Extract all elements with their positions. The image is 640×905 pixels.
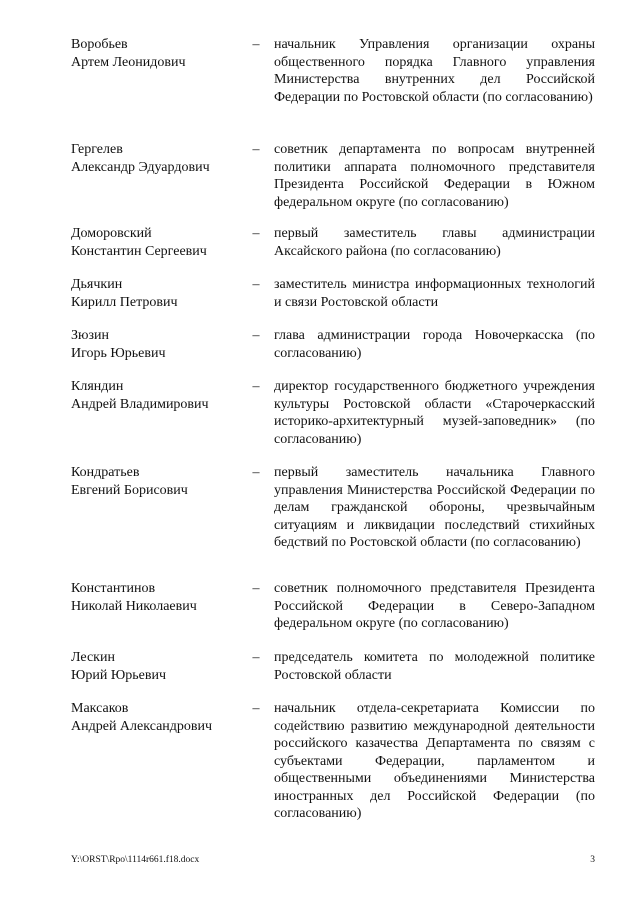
member-given-names: Кирилл Петрович: [71, 294, 178, 310]
member-position: первый заместитель начальника Главного управления Министерства Российской Федерации по делам гражданской обороны, чрезвычайным ситуациям и ликвидации последствий стихийных бедствий по Ростовской области (по согласованию): [274, 465, 595, 550]
member-given-names: Юрий Юрьевич: [71, 667, 167, 683]
member-surname: Максаков: [71, 701, 129, 716]
member-given-names: Александр Эдуардович: [71, 159, 210, 175]
dash-separator: –: [252, 650, 260, 665]
member-given-names: Андрей Александрович: [71, 718, 213, 734]
dash-separator: –: [252, 581, 260, 596]
member-position: начальник отдела-секретариата Комиссии по содействию развитию международной деятельности российского казачества Департамента по связям с субъектами Федерации, парламентом и общественными объединениями Министерства иностранных дел Российской Федерации (по согласованию): [274, 701, 595, 821]
member-given-names: Николай Николаевич: [71, 598, 197, 614]
member-given-names: Андрей Владимирович: [71, 396, 209, 412]
member-surname: Гергелев: [71, 142, 123, 157]
member-surname: Константинов: [71, 581, 156, 596]
dash-separator: –: [252, 37, 260, 52]
member-name: [71, 276, 241, 311]
dash-separator: –: [252, 701, 260, 716]
footer-page-number: 3: [590, 855, 595, 865]
member-surname: Лескин: [71, 650, 115, 665]
dash-separator: –: [252, 379, 260, 394]
member-name: [71, 36, 241, 71]
member-surname: Доморовский: [71, 226, 152, 241]
member-name: [71, 378, 241, 413]
member-position: глава администрации города Новочеркасска (по согласованию): [274, 328, 595, 361]
member-position: председатель комитета по молодежной политике Ростовской области: [274, 650, 595, 683]
member-surname: Кондратьев: [71, 465, 140, 480]
member-given-names: Евгений Борисович: [71, 482, 188, 498]
member-position: советник департамента по вопросам внутренней политики аппарата полномочного представителя Президента Российской Федерации в Южном федеральном округе (по согласованию): [274, 142, 595, 210]
member-name: [71, 141, 241, 176]
member-name: [71, 327, 241, 362]
member-position: начальник Управления организации охраны общественного порядка Главного управления Министерства внутренних дел Российской Федерации по Ростовской области (по согласованию): [274, 37, 595, 105]
member-given-names: Константин Сергеевич: [71, 243, 207, 259]
member-name: [71, 580, 241, 615]
dash-separator: –: [252, 226, 260, 241]
member-name: [71, 649, 241, 684]
member-given-names: Игорь Юрьевич: [71, 345, 166, 361]
dash-separator: –: [252, 328, 260, 343]
member-surname: Зюзин: [71, 328, 109, 343]
member-given-names: Артем Леонидович: [71, 54, 186, 70]
member-name: [71, 700, 241, 735]
dash-separator: –: [252, 277, 260, 292]
dash-separator: –: [252, 142, 260, 157]
dash-separator: –: [252, 465, 260, 480]
member-surname: Кляндин: [71, 379, 124, 394]
member-position: советник полномочного представителя Президента Российской Федерации в Северо-Западном федеральном округе (по согласованию): [274, 581, 595, 631]
member-surname: Дьячкин: [71, 277, 123, 292]
footer-file-path: Y:\ORST\Rpo\1114r661.f18.docx: [71, 855, 200, 865]
member-position: директор государственного бюджетного учреждения культуры Ростовской области «Старочеркасский историко-архитектурный музей-заповедник» (по согласованию): [274, 379, 595, 447]
member-position: заместитель министра информационных технологий и связи Ростовской области: [274, 277, 595, 310]
member-position: первый заместитель главы администрации Аксайского района (по согласованию): [274, 226, 595, 259]
member-surname: Воробьев: [71, 37, 128, 52]
member-name: [71, 225, 241, 260]
member-name: [71, 464, 241, 499]
